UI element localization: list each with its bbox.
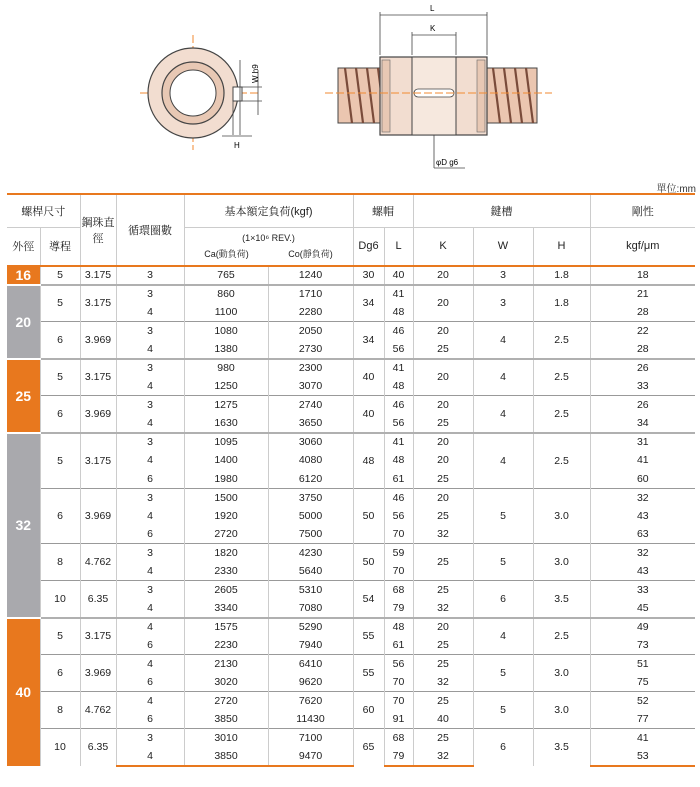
key-w-cell: 6 <box>473 581 533 618</box>
dynamic-load-cell: 3340 <box>184 599 268 618</box>
header-nut: 螺帽 <box>353 194 413 227</box>
key-h-cell: 3.0 <box>533 488 590 544</box>
key-h-cell: 3.5 <box>533 729 590 766</box>
key-k-cell: 25 <box>413 470 473 489</box>
static-load-cell: 4080 <box>268 451 353 470</box>
circuits-cell: 3 <box>116 322 184 341</box>
nut-diameter-cell: 48 <box>353 433 384 489</box>
nut-length-cell: 91 <box>384 710 413 729</box>
header-lead: 導程 <box>40 227 80 266</box>
nut-diameter-cell: 40 <box>353 359 384 396</box>
header-ball-dia: 鋼珠直徑 <box>80 194 116 266</box>
circuits-cell: 4 <box>116 599 184 618</box>
key-k-cell: 20 <box>413 322 473 341</box>
lead-cell: 5 <box>40 618 80 655</box>
nut-length-cell: 46 <box>384 488 413 507</box>
key-k-cell: 25 <box>413 340 473 359</box>
table-row <box>7 581 695 600</box>
dynamic-load-cell: 2130 <box>184 655 268 674</box>
dynamic-load-cell: 3020 <box>184 673 268 692</box>
rigidity-cell: 26 <box>590 359 695 378</box>
dynamic-load-cell: 3010 <box>184 729 268 748</box>
static-load-cell: 5290 <box>268 618 353 637</box>
header-load-rating: 基本額定負荷(kgf) <box>184 194 353 227</box>
ball-diameter-cell: 3.175 <box>80 618 116 655</box>
key-k-cell: 25 <box>413 544 473 581</box>
nut-length-cell: 46 <box>384 322 413 341</box>
rigidity-cell: 73 <box>590 636 695 655</box>
key-k-cell: 20 <box>413 285 473 322</box>
nut-length-cell: 46 <box>384 396 413 415</box>
circuits-cell: 3 <box>116 433 184 452</box>
circuits-cell: 3 <box>116 266 184 285</box>
header-rev: (1×10⁶ REV.) <box>242 232 295 243</box>
static-load-cell: 5000 <box>268 507 353 526</box>
header-screw-size: 螺桿尺寸 <box>7 194 80 227</box>
key-k-cell: 25 <box>413 581 473 600</box>
circuits-cell: 3 <box>116 729 184 748</box>
rigidity-cell: 34 <box>590 414 695 433</box>
static-load-cell: 9470 <box>268 747 353 766</box>
key-k-cell: 32 <box>413 747 473 766</box>
key-w-cell: 5 <box>473 692 533 729</box>
table-row <box>7 729 695 748</box>
key-k-cell: 25 <box>413 636 473 655</box>
key-w-cell: 3 <box>473 266 533 285</box>
static-load-cell: 1240 <box>268 266 353 285</box>
dynamic-load-cell: 3850 <box>184 710 268 729</box>
key-h-cell: 1.8 <box>533 285 590 322</box>
nut-length-cell: 61 <box>384 470 413 489</box>
key-k-cell: 20 <box>413 396 473 415</box>
static-load-cell: 6120 <box>268 470 353 489</box>
circuits-cell: 4 <box>116 747 184 766</box>
outer-diameter-cell: 25 <box>7 359 40 433</box>
unit-label: 單位:mm <box>656 184 696 195</box>
static-load-cell: 7080 <box>268 599 353 618</box>
static-load-cell: 11430 <box>268 710 353 729</box>
key-k-cell: 40 <box>413 710 473 729</box>
circuits-cell: 6 <box>116 470 184 489</box>
rigidity-cell: 28 <box>590 303 695 322</box>
static-load-cell: 3060 <box>268 433 353 452</box>
circuits-cell: 6 <box>116 710 184 729</box>
circuits-cell: 4 <box>116 507 184 526</box>
side-view-drawing <box>325 4 552 168</box>
static-load-cell: 5640 <box>268 562 353 581</box>
outer-diameter-cell: 40 <box>7 618 40 766</box>
ball-diameter-cell: 6.35 <box>80 729 116 766</box>
nut-length-cell: 70 <box>384 692 413 711</box>
ball-diameter-cell: 4.762 <box>80 544 116 581</box>
nut-length-cell: 41 <box>384 285 413 304</box>
dynamic-load-cell: 1820 <box>184 544 268 563</box>
header-h: H <box>533 227 590 266</box>
rigidity-cell: 41 <box>590 729 695 748</box>
lead-cell: 5 <box>40 285 80 322</box>
dynamic-load-cell: 1575 <box>184 618 268 637</box>
ball-diameter-cell: 3.969 <box>80 396 116 433</box>
rigidity-cell: 32 <box>590 488 695 507</box>
nut-diameter-cell: 40 <box>353 396 384 433</box>
outer-diameter-cell: 16 <box>7 266 40 285</box>
nut-length-cell: 56 <box>384 507 413 526</box>
dynamic-load-cell: 980 <box>184 359 268 378</box>
nut-length-cell: 48 <box>384 303 413 322</box>
key-w-cell: 4 <box>473 433 533 489</box>
dynamic-load-cell: 2605 <box>184 581 268 600</box>
ball-diameter-cell: 3.969 <box>80 655 116 692</box>
key-h-cell: 2.5 <box>533 359 590 396</box>
nut-diameter-cell: 34 <box>353 322 384 359</box>
rigidity-cell: 63 <box>590 525 695 544</box>
outer-diameter-cell: 32 <box>7 433 40 618</box>
nut-length-cell: 56 <box>384 340 413 359</box>
header-nut-l: L <box>384 227 413 266</box>
circuits-cell: 3 <box>116 285 184 304</box>
circuits-cell: 4 <box>116 303 184 322</box>
rigidity-cell: 60 <box>590 470 695 489</box>
static-load-cell: 2730 <box>268 340 353 359</box>
header-rigidity-unit: kgf/μm <box>590 227 695 266</box>
header-k: K <box>413 227 473 266</box>
end-view-drawing <box>140 35 262 150</box>
spec-table <box>7 193 695 767</box>
key-w-cell: 5 <box>473 488 533 544</box>
rigidity-cell: 45 <box>590 599 695 618</box>
key-h-cell: 2.5 <box>533 618 590 655</box>
dynamic-load-cell: 2720 <box>184 525 268 544</box>
static-load-cell: 5310 <box>268 581 353 600</box>
dynamic-load-cell: 1400 <box>184 451 268 470</box>
nut-length-cell: 61 <box>384 636 413 655</box>
nut-length-cell: 56 <box>384 655 413 674</box>
dynamic-load-cell: 1250 <box>184 377 268 396</box>
nut-length-cell: 41 <box>384 433 413 452</box>
static-load-cell: 9620 <box>268 673 353 692</box>
ball-diameter-cell: 3.969 <box>80 322 116 359</box>
header-circuits: 循環圈數 <box>116 194 184 266</box>
lead-cell: 8 <box>40 544 80 581</box>
nut-length-cell: 48 <box>384 377 413 396</box>
static-load-cell: 3650 <box>268 414 353 433</box>
nut-diameter-cell: 54 <box>353 581 384 618</box>
key-h-cell: 3.0 <box>533 655 590 692</box>
nut-length-cell: 59 <box>384 544 413 563</box>
circuits-cell: 6 <box>116 673 184 692</box>
spec-table-body <box>7 266 695 766</box>
key-h-cell: 3.0 <box>533 692 590 729</box>
key-w-cell: 6 <box>473 729 533 766</box>
key-k-cell: 32 <box>413 599 473 618</box>
rigidity-cell: 21 <box>590 285 695 304</box>
key-k-cell: 20 <box>413 266 473 285</box>
ball-diameter-cell: 4.762 <box>80 692 116 729</box>
dim-w-label: W h9 <box>251 64 260 83</box>
static-load-cell: 6410 <box>268 655 353 674</box>
circuits-cell: 3 <box>116 396 184 415</box>
dynamic-load-cell: 1275 <box>184 396 268 415</box>
nut-diameter-cell: 65 <box>353 729 384 766</box>
dynamic-load-cell: 1920 <box>184 507 268 526</box>
static-load-cell: 2050 <box>268 322 353 341</box>
key-h-cell: 2.5 <box>533 433 590 489</box>
rigidity-cell: 43 <box>590 562 695 581</box>
nut-length-cell: 48 <box>384 451 413 470</box>
rigidity-cell: 75 <box>590 673 695 692</box>
ball-diameter-cell: 3.969 <box>80 488 116 544</box>
dynamic-load-cell: 2330 <box>184 562 268 581</box>
circuits-cell: 4 <box>116 655 184 674</box>
ball-diameter-cell: 6.35 <box>80 581 116 618</box>
rigidity-cell: 41 <box>590 451 695 470</box>
nut-length-cell: 79 <box>384 599 413 618</box>
key-k-cell: 20 <box>413 433 473 452</box>
lead-cell: 6 <box>40 322 80 359</box>
nut-diameter-cell: 55 <box>353 618 384 655</box>
rigidity-cell: 51 <box>590 655 695 674</box>
dynamic-load-cell: 3850 <box>184 747 268 766</box>
key-h-cell: 3.5 <box>533 581 590 618</box>
header-keyway: 鍵槽 <box>413 194 590 227</box>
nut-diameter-cell: 50 <box>353 544 384 581</box>
header-rigidity: 剛性 <box>590 194 695 227</box>
key-k-cell: 20 <box>413 451 473 470</box>
rigidity-cell: 33 <box>590 581 695 600</box>
key-w-cell: 3 <box>473 285 533 322</box>
circuits-cell: 3 <box>116 359 184 378</box>
lead-cell: 8 <box>40 692 80 729</box>
dynamic-load-cell: 860 <box>184 285 268 304</box>
nut-length-cell: 79 <box>384 747 413 766</box>
key-k-cell: 25 <box>413 507 473 526</box>
dim-l-label: L <box>430 4 435 13</box>
dynamic-load-cell: 765 <box>184 266 268 285</box>
key-h-cell: 3.0 <box>533 544 590 581</box>
rigidity-cell: 22 <box>590 322 695 341</box>
key-k-cell: 20 <box>413 488 473 507</box>
lead-cell: 10 <box>40 581 80 618</box>
static-load-cell: 3750 <box>268 488 353 507</box>
nut-length-cell: 41 <box>384 359 413 378</box>
header-w: W <box>473 227 533 266</box>
ball-diameter-cell: 3.175 <box>80 285 116 322</box>
header-ca: Ca(動負荷) <box>204 248 249 259</box>
dim-k-label: K <box>430 24 436 33</box>
dim-h-label: H <box>234 141 240 150</box>
rigidity-cell: 43 <box>590 507 695 526</box>
table-row <box>7 544 695 563</box>
ball-diameter-cell: 3.175 <box>80 433 116 489</box>
circuits-cell: 4 <box>116 692 184 711</box>
technical-drawings <box>0 0 700 180</box>
circuits-cell: 4 <box>116 562 184 581</box>
static-load-cell: 7100 <box>268 729 353 748</box>
nut-length-cell: 56 <box>384 414 413 433</box>
nut-length-cell: 40 <box>384 266 413 285</box>
table-row <box>7 655 695 674</box>
rigidity-cell: 31 <box>590 433 695 452</box>
key-k-cell: 25 <box>413 655 473 674</box>
table-row <box>7 322 695 341</box>
static-load-cell: 7500 <box>268 525 353 544</box>
lead-cell: 6 <box>40 488 80 544</box>
key-k-cell: 25 <box>413 729 473 748</box>
dynamic-load-cell: 1630 <box>184 414 268 433</box>
key-k-cell: 20 <box>413 359 473 396</box>
nut-diameter-cell: 55 <box>353 655 384 692</box>
rigidity-cell: 32 <box>590 544 695 563</box>
circuits-cell: 4 <box>116 377 184 396</box>
table-row <box>7 396 695 415</box>
nut-diameter-cell: 50 <box>353 488 384 544</box>
key-w-cell: 4 <box>473 618 533 655</box>
circuits-cell: 6 <box>116 525 184 544</box>
key-h-cell: 2.5 <box>533 396 590 433</box>
nut-length-cell: 70 <box>384 673 413 692</box>
static-load-cell: 2300 <box>268 359 353 378</box>
lead-cell: 5 <box>40 359 80 396</box>
key-h-cell: 2.5 <box>533 322 590 359</box>
nut-length-cell: 70 <box>384 525 413 544</box>
rigidity-cell: 77 <box>590 710 695 729</box>
nut-diameter-cell: 60 <box>353 692 384 729</box>
ball-diameter-cell: 3.175 <box>80 266 116 285</box>
key-h-cell: 1.8 <box>533 266 590 285</box>
rigidity-cell: 33 <box>590 377 695 396</box>
static-load-cell: 7620 <box>268 692 353 711</box>
dynamic-load-cell: 1380 <box>184 340 268 359</box>
circuits-cell: 6 <box>116 636 184 655</box>
circuits-cell: 3 <box>116 581 184 600</box>
table-row <box>7 488 695 507</box>
lead-cell: 6 <box>40 396 80 433</box>
key-w-cell: 5 <box>473 544 533 581</box>
lead-cell: 5 <box>40 433 80 489</box>
key-w-cell: 4 <box>473 359 533 396</box>
outer-diameter-cell: 20 <box>7 285 40 359</box>
table-row <box>7 618 695 637</box>
static-load-cell: 1710 <box>268 285 353 304</box>
ball-diameter-cell: 3.175 <box>80 359 116 396</box>
key-w-cell: 5 <box>473 655 533 692</box>
circuits-cell: 4 <box>116 414 184 433</box>
dynamic-load-cell: 1100 <box>184 303 268 322</box>
dynamic-load-cell: 1980 <box>184 470 268 489</box>
lead-cell: 5 <box>40 266 80 285</box>
lead-cell: 10 <box>40 729 80 766</box>
dim-d-label: φD g6 <box>436 158 459 167</box>
header-co: Co(靜負荷) <box>288 248 333 259</box>
key-k-cell: 25 <box>413 692 473 711</box>
static-load-cell: 7940 <box>268 636 353 655</box>
rigidity-cell: 28 <box>590 340 695 359</box>
table-row <box>7 692 695 711</box>
key-w-cell: 4 <box>473 396 533 433</box>
nut-length-cell: 68 <box>384 581 413 600</box>
dynamic-load-cell: 2720 <box>184 692 268 711</box>
dynamic-load-cell: 2230 <box>184 636 268 655</box>
header-dg6: Dg6 <box>353 227 384 266</box>
circuits-cell: 4 <box>116 618 184 637</box>
key-k-cell: 20 <box>413 618 473 637</box>
header-ca-co <box>184 227 353 266</box>
table-row <box>7 433 695 452</box>
circuits-cell: 4 <box>116 340 184 359</box>
key-k-cell: 25 <box>413 414 473 433</box>
key-w-cell: 4 <box>473 322 533 359</box>
lead-cell: 6 <box>40 655 80 692</box>
nut-length-cell: 70 <box>384 562 413 581</box>
table-row <box>7 359 695 378</box>
rigidity-cell: 49 <box>590 618 695 637</box>
rigidity-cell: 53 <box>590 747 695 766</box>
key-k-cell: 32 <box>413 525 473 544</box>
circuits-cell: 4 <box>116 451 184 470</box>
circuits-cell: 3 <box>116 544 184 563</box>
rigidity-cell: 52 <box>590 692 695 711</box>
rigidity-cell: 18 <box>590 266 695 285</box>
rigidity-cell: 26 <box>590 396 695 415</box>
dynamic-load-cell: 1095 <box>184 433 268 452</box>
nut-diameter-cell: 30 <box>353 266 384 285</box>
key-k-cell: 32 <box>413 673 473 692</box>
nut-length-cell: 68 <box>384 729 413 748</box>
static-load-cell: 3070 <box>268 377 353 396</box>
table-row <box>7 266 695 285</box>
static-load-cell: 4230 <box>268 544 353 563</box>
table-row <box>7 285 695 304</box>
header-outer-dia: 外徑 <box>7 227 40 266</box>
nut-diameter-cell: 34 <box>353 285 384 322</box>
static-load-cell: 2740 <box>268 396 353 415</box>
nut-length-cell: 48 <box>384 618 413 637</box>
dynamic-load-cell: 1080 <box>184 322 268 341</box>
circuits-cell: 3 <box>116 488 184 507</box>
static-load-cell: 2280 <box>268 303 353 322</box>
dynamic-load-cell: 1500 <box>184 488 268 507</box>
